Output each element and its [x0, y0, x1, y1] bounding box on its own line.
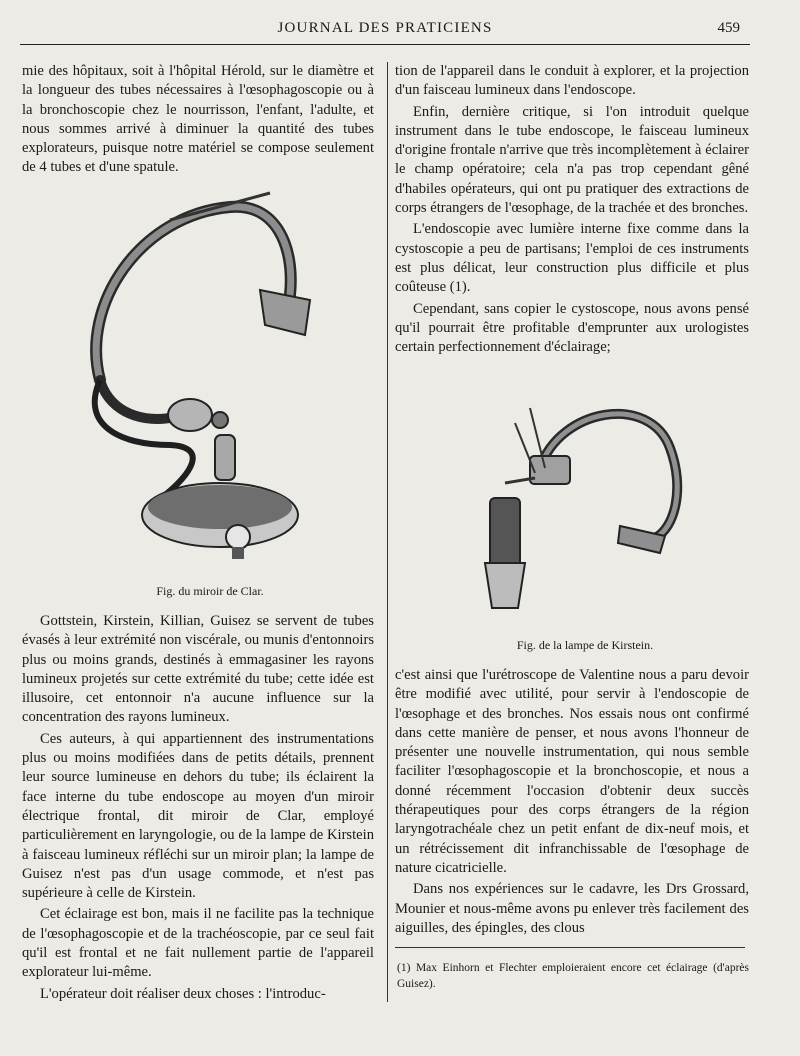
- journal-title: JOURNAL DES PRATICIENS: [277, 20, 493, 36]
- page-number: 459: [717, 20, 740, 36]
- paragraph: Cet éclairage est bon, mais il ne facilite pas la technique de l'œsophagoscopie et de la trachéoscopie, par ce seul fait qu'il est frontal et ne fait nullement partie de l'appareil explorateur lui-même.: [22, 906, 374, 981]
- right-column-top: [395, 62, 749, 357]
- left-column-bottom: [22, 612, 374, 1004]
- paragraph: Cependant, sans copier le cystoscope, nous avons pensé qu'il pourrait être profitable d'emprunter aux urologistes certain perfectionnement d'éclairage;: [395, 300, 749, 356]
- right-column-bottom: [395, 666, 749, 938]
- paragraph: L'opérateur doit réaliser deux choses : l'introduc-: [40, 985, 326, 1002]
- paragraph: Dans nos expériences sur le cadavre, les Drs Grossard, Mounier et nous-même avons pu enlever très facilement des aiguilles, des épingles, des clous: [395, 881, 749, 936]
- paragraph: Gottstein, Kirstein, Killian, Guisez se servent de tubes évasés à leur extrémité non viscérale, ou munis d'entonnoirs plus ou moins grands, destinés à emmagasiner les rayons lumineux projetés sur cette extrémité du tube; cette idée est illusoire, cet entonnoir n'a aucune influence sur la concentration des rayons lumineux.: [22, 613, 374, 726]
- paragraph: L'endoscopie avec lumière interne fixe comme dans la cystoscopie a peu de partisans; l'emploi de ces instruments est plus délicat, leur construction plus difficile et plus coûteuse (1).: [395, 221, 749, 296]
- column-divider: [387, 62, 388, 1002]
- figure-caption: Fig. de la lampe de Kirstein.: [516, 638, 654, 652]
- paragraph: Enfin, dernière critique, si l'on introduit quelque instrument dans le tube endoscope, le faisceau lumineux d'origine frontale n'arrive que très incomplètement à éclairer le champ opératoire; cela n'a pas trop cependant gêné d'habiles opérateurs, qui ont pu pratiquer des extractions de corps étrangers de l'œsophage, de la trachée et des bronches.: [395, 103, 749, 217]
- page-header: [20, 18, 750, 46]
- kirstein-lamp-illustration: [470, 388, 700, 620]
- footnote-rule: [395, 947, 745, 948]
- paragraph: tion de l'appareil dans le conduit à explorer, et la projection d'un faisceau lumineux dans l'endoscope.: [395, 63, 749, 99]
- figure-caption: Fig. du miroir de Clar.: [156, 584, 264, 598]
- header-rule: [20, 44, 750, 45]
- paragraph: mie des hôpitaux, soit à l'hôpital Hérold, sur le diamètre et la longueur des tubes nécessaires à l'œsophagoscopie ou à la bronchoscopie chez le nourrisson, l'enfant, l'adulte, et nous sommes arrivé à diminuer la quantité des tubes explorateurs, puisque notre matériel se compose seulement de 4 tubes et d'une spatule.: [22, 63, 374, 176]
- paragraph: Ces auteurs, à qui appartiennent des instrumentations plus ou moins modifiées dans de petits détails, prennent leur source lumineuse en dehors du tube; ils éclairent la face interne du tube endoscope au moyen d'un miroir électrique frontal, dit miroir de Clar, employé particulièrement en laryngologie, ou de la lampe de Kirstein à faisceau lumineux réfléchi sur un miroir plan; la lampe de Guisez n'est pas d'un usage commode, et n'est pas supérieure à celle de Kirstein.: [22, 730, 374, 902]
- footnote: (1) Max Einhorn et Flechter emploieraient encore cet éclairage (d'après Guisez).: [397, 962, 749, 990]
- left-column-top: [22, 62, 374, 178]
- clar-mirror-illustration: [60, 185, 360, 580]
- paragraph: c'est ainsi que l'urétroscope de Valentine nous a paru devoir être modifié avec utilité, pour servir à l'endoscopie de l'œsophage et des bronches. Nos essais nous ont confirmé dans cette manière de penser, et nous avons l'honneur de présenter une nouvelle instrumentation, qui nous semble faciliter l'œsophagoscopie et la bronchoscopie, et nous a donné récemment l'occasion d'obtenir deux succès thérapeutiques pour des corps étrangers de la région laryngotrachéale chez un petit enfant de dix-neuf mois, et un rétrécissement dit infranchissable de l'œsophage de nature cicatricielle.: [395, 667, 749, 876]
